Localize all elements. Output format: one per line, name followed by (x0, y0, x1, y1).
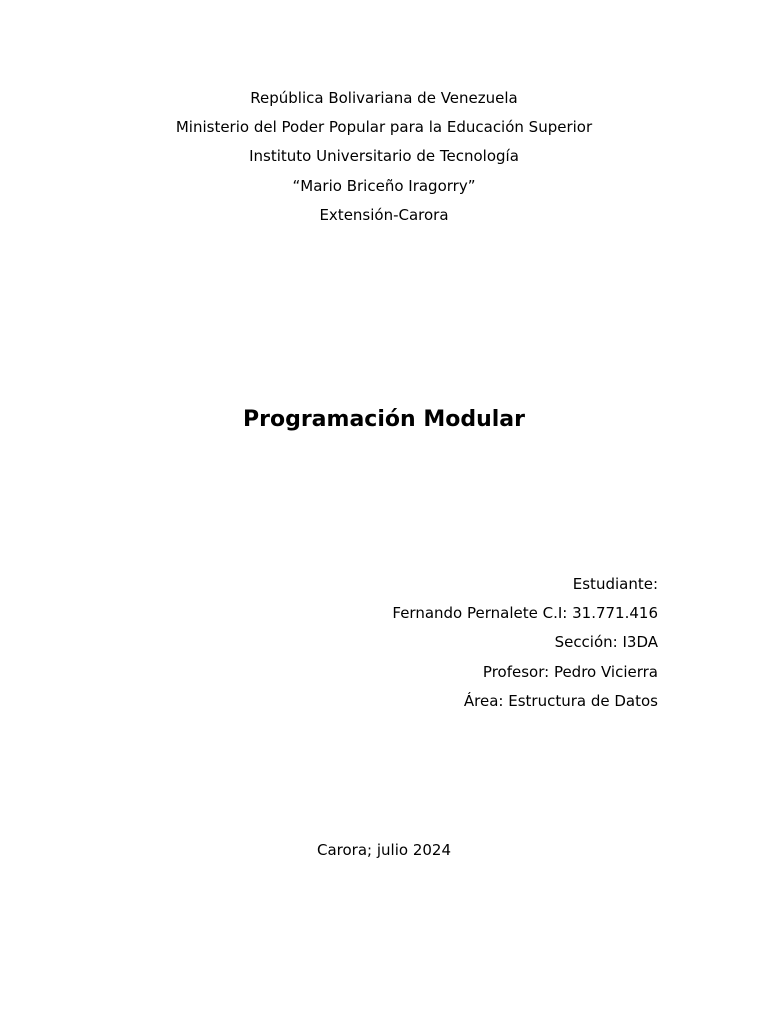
document-title: Programación Modular (243, 407, 525, 432)
header-ministry: Ministerio del Poder Popular para la Educación Superior (175, 118, 593, 137)
header-country: República Bolivariana de Venezuela (250, 89, 518, 107)
place-date: Carora; julio 2024 (317, 841, 451, 859)
info-student-name: Fernando Pernalete C.I: 31.771.416 (392, 604, 658, 623)
header-extension: Extensión-Carora (319, 205, 449, 224)
info-student-label: Estudiante: (572, 575, 658, 593)
student-info-block (258, 570, 658, 716)
info-area: Área: Estructura de Datos (463, 691, 658, 710)
header-institute-name: “Mario Briceño Iragorry” (292, 176, 476, 195)
institution-header (0, 84, 768, 230)
info-section: Sección: I3DA (554, 633, 658, 652)
header-institute: Instituto Universitario de Tecnología (249, 147, 519, 166)
info-professor: Profesor: Pedro Vicierra (482, 662, 658, 681)
